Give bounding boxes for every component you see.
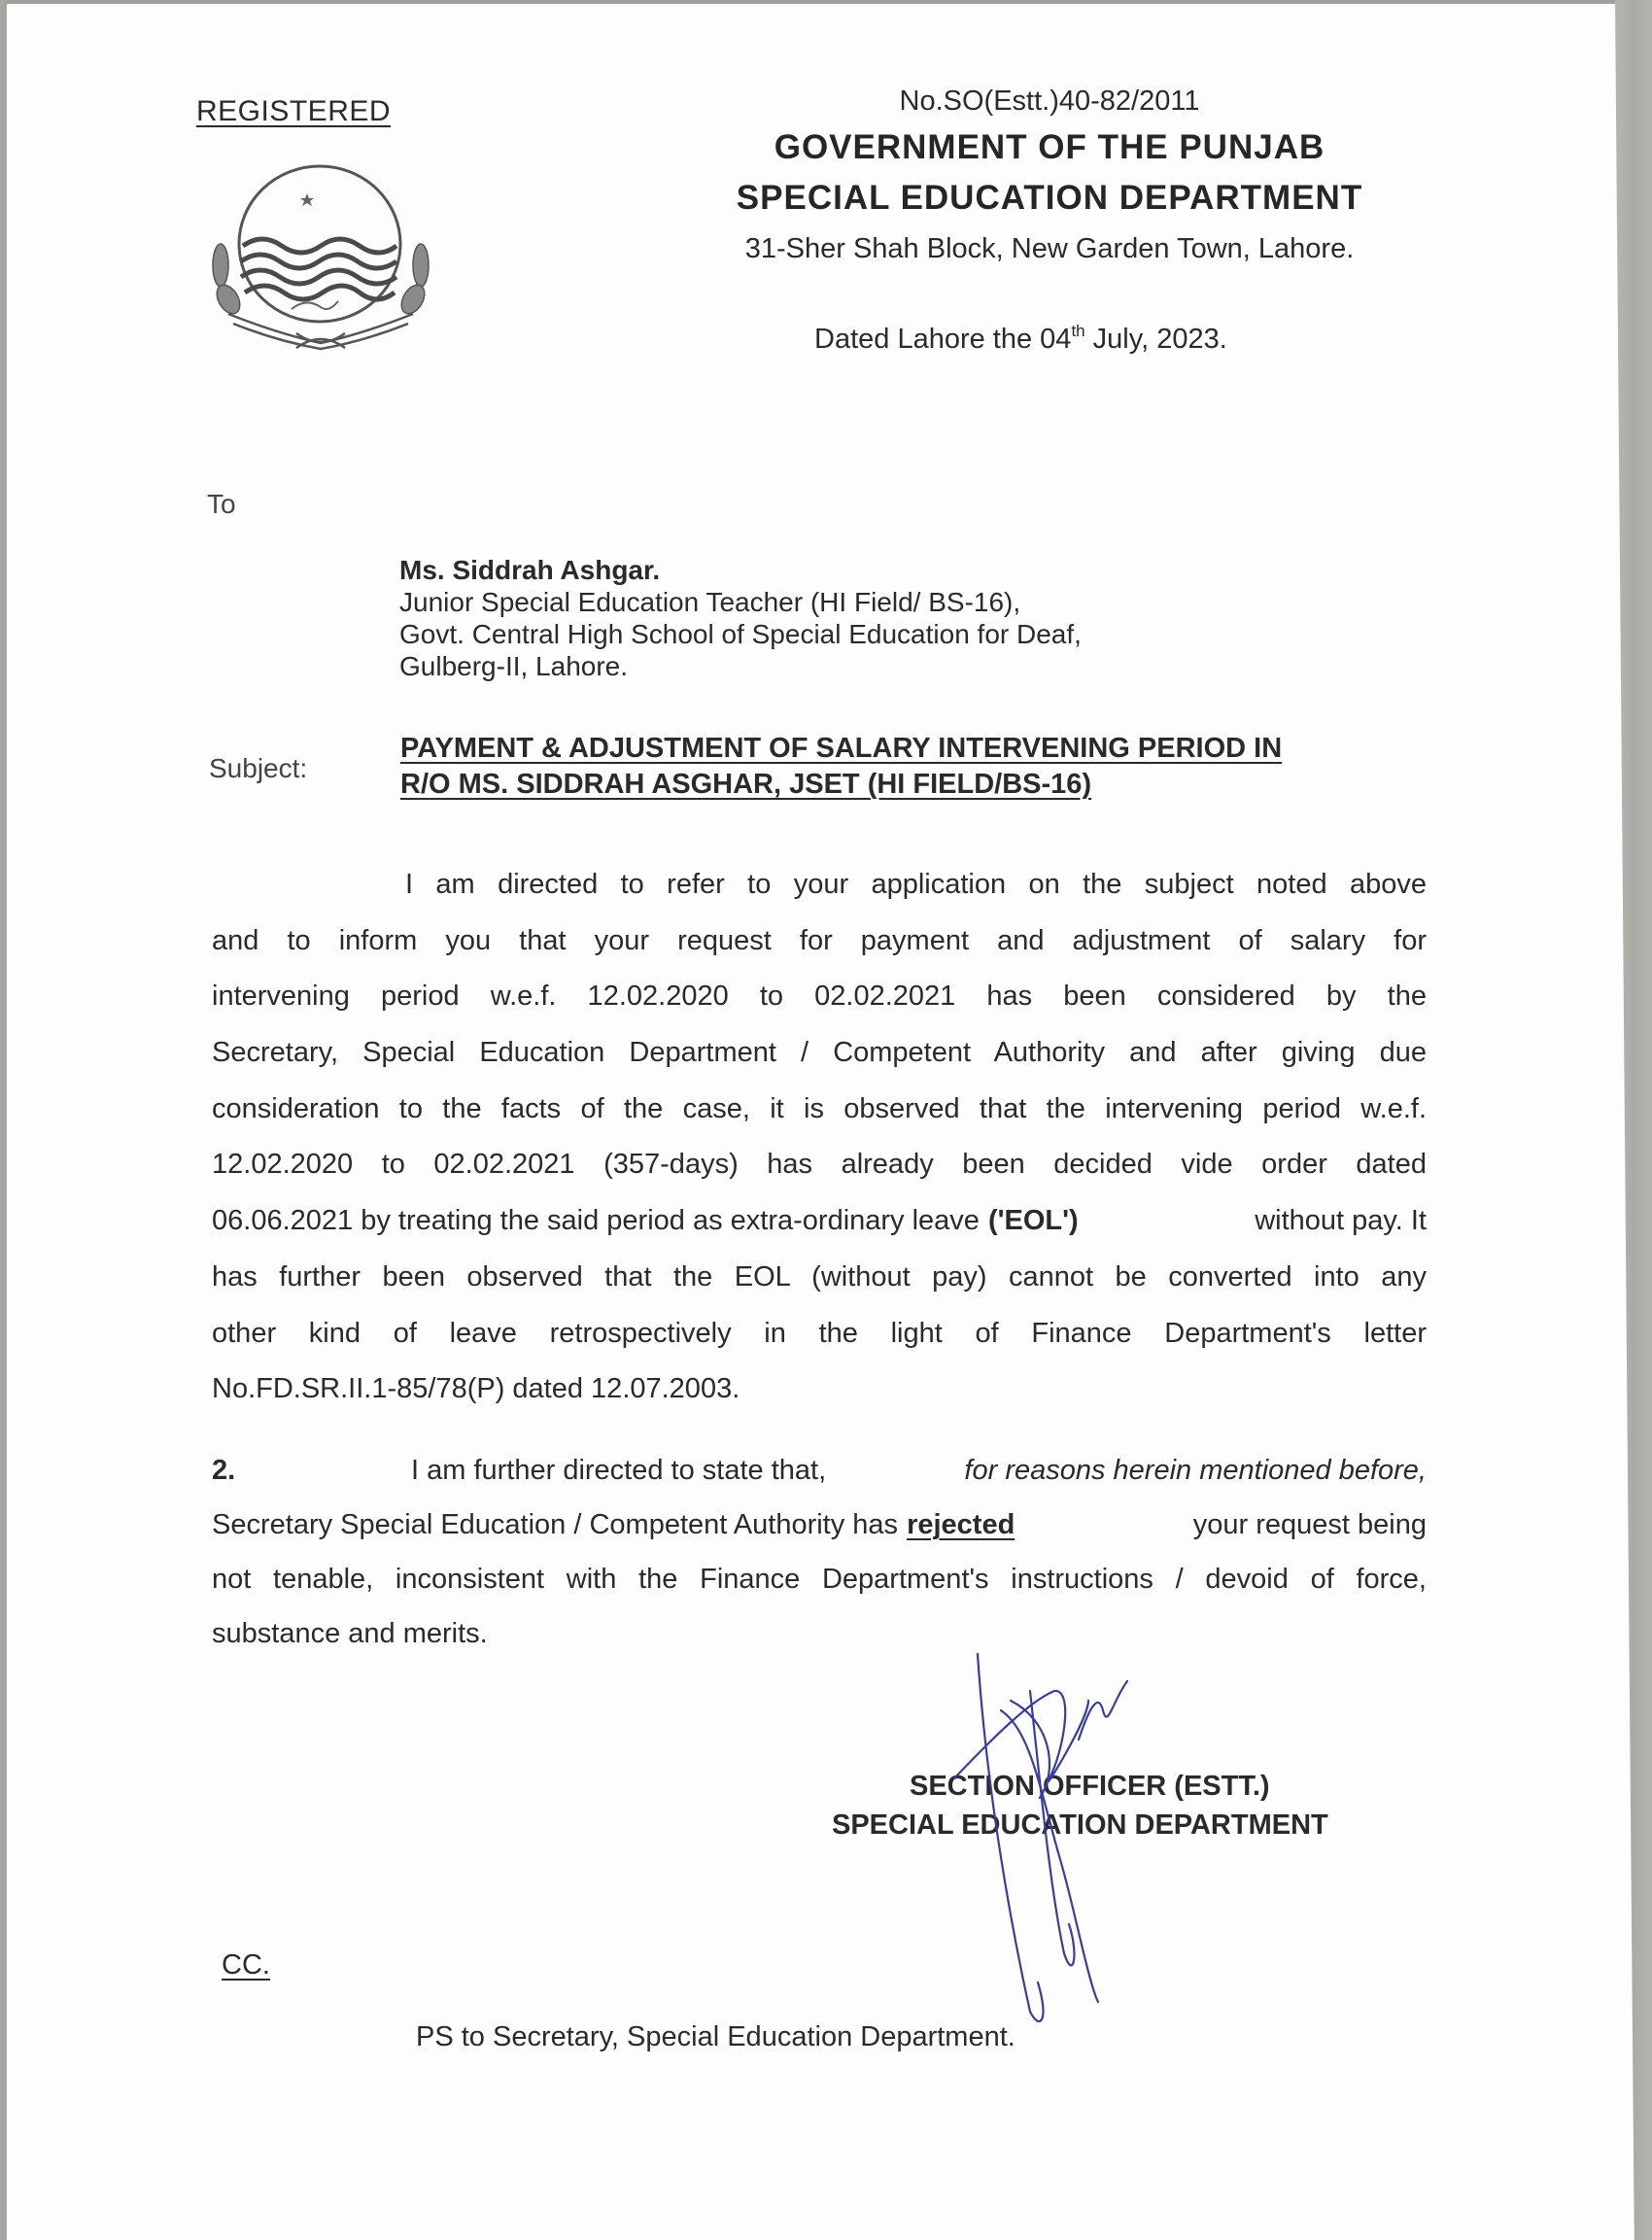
scan-edge-right bbox=[1615, 0, 1652, 2240]
rejected-emphasis: rejected bbox=[907, 1509, 1015, 1540]
addressee-institution: Govt. Central High School of Special Education for Deaf, bbox=[399, 619, 1082, 649]
addressee-name: Ms. Siddrah Ashgar. bbox=[399, 555, 661, 585]
addressee-block bbox=[399, 554, 1082, 682]
paragraph-line: Secretary, Special Education Department / Competent Authority and after giving due bbox=[212, 1037, 1427, 1069]
header-government: GOVERNMENT OF THE PUNJAB bbox=[774, 128, 1325, 166]
paragraph-line: I am directed to refer to your application on the subject noted above bbox=[405, 869, 1427, 900]
signature-icon bbox=[894, 1633, 1205, 2041]
paragraph-number: 2. bbox=[212, 1455, 236, 1486]
scan-edge-top bbox=[0, 0, 1652, 4]
eol-emphasis: ('EOL') bbox=[987, 1205, 1079, 1237]
addressee-designation: Junior Special Education Teacher (HI Field/ BS-16), bbox=[399, 587, 1021, 617]
subject-line: R/O MS. SIDDRAH ASGHAR, JSET (HI FIELD/BS-16) bbox=[400, 769, 1092, 800]
paragraph-line: substance and merits. bbox=[212, 1618, 488, 1649]
cc-label: CC. bbox=[222, 1949, 270, 1981]
paragraph-line: 06.06.2021 by treating the said period as extra-ordinary leave ('EOL') without pay. It bbox=[212, 1193, 1427, 1250]
letter-date: Dated Lahore the 04th July, 2023. bbox=[814, 322, 1227, 355]
paragraph-2 bbox=[212, 1443, 1427, 1661]
paragraph-line: intervening period w.e.f. 12.02.2020 to 02.02.2021 has been considered by the bbox=[212, 981, 1427, 1013]
paragraph-line: not tenable, inconsistent with the Finance Department's instructions / devoid of force, bbox=[212, 1564, 1427, 1595]
paragraph-line: No.FD.SR.II.1-85/78(P) dated 12.07.2003. bbox=[212, 1373, 740, 1405]
paragraph-line: consideration to the facts of the case, it is observed that the intervening period w.e.f. bbox=[212, 1092, 1427, 1124]
scan-edge-left bbox=[0, 0, 7, 2240]
cc-recipient: PS to Secretary, Special Education Department. bbox=[416, 2021, 1015, 2052]
punjab-emblem-icon bbox=[199, 154, 442, 362]
paragraph-line: and to inform you that your request for payment and adjustment of salary for bbox=[212, 924, 1427, 956]
paragraph-1 bbox=[212, 857, 1427, 1418]
paragraph-line: other kind of leave retrospectively in the light of Finance Department's letter bbox=[212, 1317, 1427, 1349]
signatory-department: SPECIAL EDUCATION DEPARTMENT bbox=[832, 1809, 1328, 1841]
paragraph-line: Secretary Special Education / Competent Authority has rejected your request being bbox=[212, 1498, 1427, 1552]
registered-label: REGISTERED bbox=[196, 95, 392, 127]
paragraph-line: 2. I am further directed to state that, for reasons herein mentioned before, bbox=[212, 1443, 1427, 1498]
paragraph-line: 12.02.2020 to 02.02.2021 (357-days) has already been decided vide order dated bbox=[212, 1149, 1427, 1181]
paragraph-line: has further been observed that the EOL (without pay) cannot be converted into any bbox=[212, 1260, 1427, 1292]
to-label: To bbox=[207, 489, 236, 519]
header-address: 31-Sher Shah Block, New Garden Town, Lahore. bbox=[744, 233, 1355, 264]
addressee-location: Gulberg-II, Lahore. bbox=[399, 651, 629, 681]
subject-line: PAYMENT & ADJUSTMENT OF SALARY INTERVENING PERIOD IN bbox=[400, 733, 1283, 764]
subject-label: Subject: bbox=[209, 753, 308, 783]
signatory-title: SECTION OFFICER (ESTT.) bbox=[910, 1771, 1270, 1802]
subject-text bbox=[400, 731, 1430, 803]
reference-number: No.SO(Estt.)40-82/2011 bbox=[899, 86, 1200, 117]
header-department: SPECIAL EDUCATION DEPARTMENT bbox=[736, 179, 1363, 217]
